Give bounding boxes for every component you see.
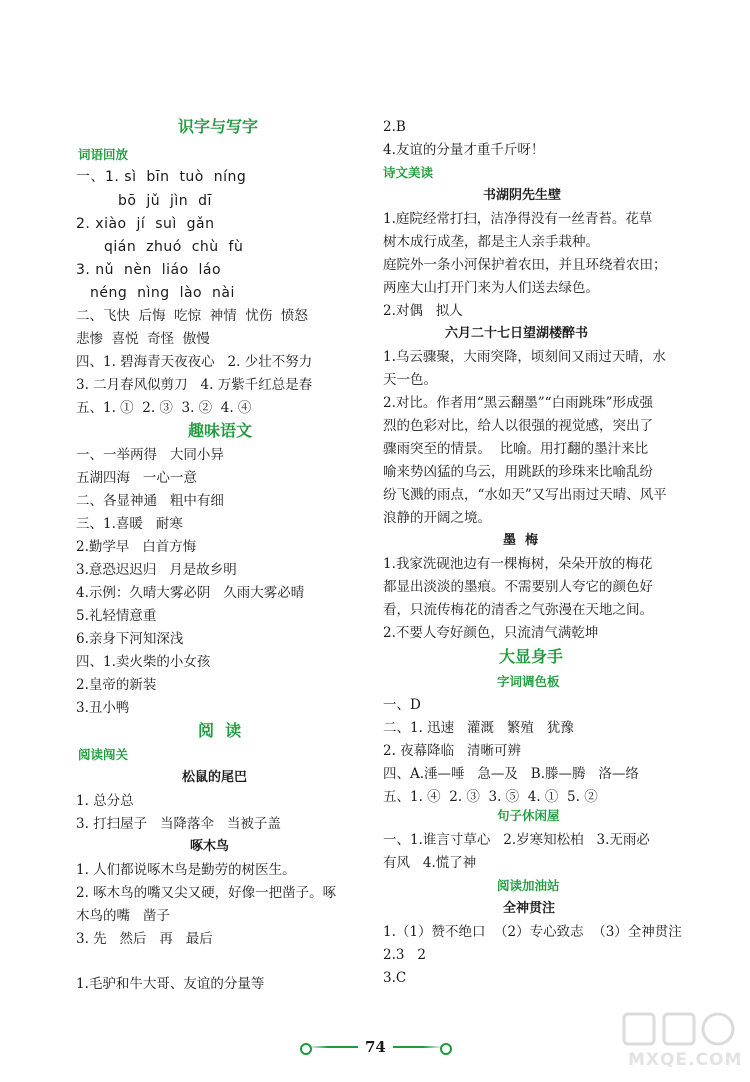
watermark-text: MXQE.COM — [628, 1050, 743, 1070]
answer-line: 1.毛驴和牛大哥、友谊的分量等 — [76, 976, 265, 992]
pinyin-line: 一、1. sì bīn tuò níng — [76, 169, 247, 185]
passage-title: 墨 梅 — [503, 533, 539, 548]
answer-line: 木鸟的嘴 凿子 — [76, 908, 170, 924]
answer-line: 2. 夜幕降临 清晰可辨 — [383, 743, 522, 759]
section-title-shizi: 识字与写字 — [178, 117, 259, 136]
answer-line: 看，只流传梅花的清香之气弥漫在天地之间。 — [383, 602, 653, 618]
answer-line: 三、1.喜暖 耐寒 — [76, 516, 183, 532]
footer-ornament-dot-right — [440, 1043, 452, 1055]
watermark-logo-icon — [620, 1010, 740, 1050]
answer-line: 2. 啄木鸟的嘴又尖又硬，好像一把凿子。啄 — [76, 885, 337, 901]
answer-line: 4.友谊的分量才重千斤呀！ — [383, 142, 545, 158]
answer-line: 2.B — [383, 119, 406, 135]
answer-line: 2.3 2 — [383, 947, 426, 963]
answer-line: 有风 4.慌了神 — [383, 855, 477, 871]
answer-line: 二、飞快 后悔 吃惊 神情 忧伤 愤怒 — [76, 308, 308, 324]
answer-line: 6.亲身下河知深浅 — [76, 631, 184, 647]
passage-title: 松鼠的尾巴 — [182, 770, 248, 785]
subsection-zici: 字词调色板 — [497, 674, 560, 689]
answer-line: 3. 先 然后 再 最后 — [76, 931, 213, 947]
answer-line: 2.皇帝的新装 — [76, 677, 157, 693]
footer-ornament-right — [393, 1046, 443, 1048]
answer-line: 1.庭院经常打扫，洁净得没有一丝青苔。花草 — [383, 211, 653, 227]
passage-title: 全神贯注 — [503, 901, 556, 916]
answer-line: 骤雨突至的情景。 比喻。用打翻的墨汁来比 — [383, 441, 649, 457]
answer-line: 一、一举两得 大同小异 — [76, 447, 224, 463]
watermark-logo — [620, 1010, 743, 1076]
answer-line: 5.礼轻情意重 — [76, 608, 157, 624]
answer-line: 2.对偶 拟人 — [383, 303, 463, 319]
answer-line: 四、1.卖火柴的小女孩 — [76, 654, 211, 670]
answer-line: 纷飞溅的雨点，“水如天”又写出雨过天晴、风平 — [383, 487, 667, 503]
subsection-yuedu-chuangguan: 阅读闯关 — [78, 747, 129, 762]
answer-line: 四、A.涶—唾 急—及 B.滕—腾 洛—络 — [383, 766, 639, 782]
pinyin-line: 3. nǔ nèn liáo láo — [76, 262, 222, 278]
answer-line: 五、1. ① 2. ③ 3. ② 4. ④ — [76, 400, 252, 416]
page-number: 74 — [365, 1038, 386, 1056]
answer-line: 2.对比。作者用“黑云翻墨”“白雨跳珠”形成强 — [383, 395, 653, 411]
passage-title: 啄木鸟 — [190, 839, 230, 854]
answer-line: 3.C — [383, 970, 407, 986]
section-title-yuedu: 阅 读 — [198, 721, 242, 740]
passage-title: 六月二十七日望湖楼醉书 — [445, 326, 589, 341]
answer-line: 2.勤学早 白首方悔 — [76, 539, 197, 555]
answer-line: 一、D — [383, 697, 421, 713]
answer-line: 3. 二月春风似剪刀 4. 万紫千红总是春 — [76, 377, 313, 393]
answer-line: 1. 人们都说啄木鸟是勤劳的树医生。 — [76, 862, 296, 878]
answer-line: 1.乌云骤聚，大雨突降，顷刻间又雨过天晴，水 — [383, 349, 666, 365]
section-title-daxian: 大显身手 — [499, 647, 564, 666]
answer-line: 天一色。 — [383, 372, 437, 388]
answer-line: 4.示例：久晴大雾必阴 久雨大雾必晴 — [76, 585, 305, 601]
answer-line: 2.不要人夸好颜色，只流清气满乾坤 — [383, 625, 599, 641]
answer-line: 树木成行成垄，都是主人亲手栽种。 — [383, 234, 599, 250]
answer-line: 四、1. 碧海青天夜夜心 2. 少壮不努力 — [76, 354, 313, 370]
answer-line: 一、1.谁言寸草心 2.岁寒知松柏 3.无雨必 — [383, 832, 650, 848]
pinyin-line: bō jǔ jìn dī — [118, 193, 212, 209]
answer-line: 庭院外一条小河保护着农田，并且环绕着农田； — [383, 257, 667, 273]
answer-line: 五湖四海 一心一意 — [76, 470, 197, 486]
answer-line: 两座大山打开门来为人们送去绿色。 — [383, 280, 599, 296]
answer-line: 3. 打扫屋子 当降落伞 当被子盖 — [76, 816, 281, 832]
answer-line: 悲惨 喜悦 奇怪 傲慢 — [76, 331, 210, 347]
footer-ornament-dot-left — [300, 1043, 312, 1055]
answer-line: 五、1. ④ 2. ③ 3. ⑤ 4. ① 5. ② — [383, 789, 598, 805]
answer-line: 1. 总分总 — [76, 793, 134, 809]
answer-line: 3.丑小鸭 — [76, 700, 130, 716]
passage-title: 书湖阴先生壁 — [483, 188, 562, 203]
answer-line: 1.（1）赞不绝口 （2）专心致志 （3）全神贯注 — [383, 924, 682, 940]
answer-line: 喻来势凶猛的乌云，用跳跃的珍珠来比喻乱纷 — [383, 464, 653, 480]
subsection-ciyu: 词语回放 — [78, 147, 129, 162]
answer-line: 1.我家洗砚池边有一棵梅树，朵朵开放的梅花 — [383, 556, 653, 572]
pinyin-line: qián zhuó chù fù — [104, 239, 244, 255]
subsection-shiwen: 诗文美读 — [383, 165, 434, 180]
pinyin-line: 2. xiào jí suì gǎn — [76, 216, 215, 232]
answer-line: 烈的色彩对比，给人以很强的视觉感，突出了 — [383, 418, 653, 434]
subsection-juzi: 句子休闲屋 — [497, 808, 560, 823]
subsection-jiayou: 阅读加油站 — [497, 878, 560, 893]
pinyin-line: néng nìng lào nài — [90, 285, 235, 301]
answer-line: 二、各显神通 粗中有细 — [76, 493, 224, 509]
section-title-quwei: 趣味语文 — [188, 421, 253, 440]
answer-line: 3.意恐迟迟归 月是故乡明 — [76, 562, 237, 578]
answer-line: 二、1. 迅速 灌溉 繁殖 犹豫 — [383, 720, 574, 736]
answer-line: 浪静的开阔之境。 — [383, 510, 491, 526]
footer-ornament-left — [308, 1046, 358, 1048]
answer-line: 都显出淡淡的墨痕。不需要别人夸它的颜色好 — [383, 579, 653, 595]
